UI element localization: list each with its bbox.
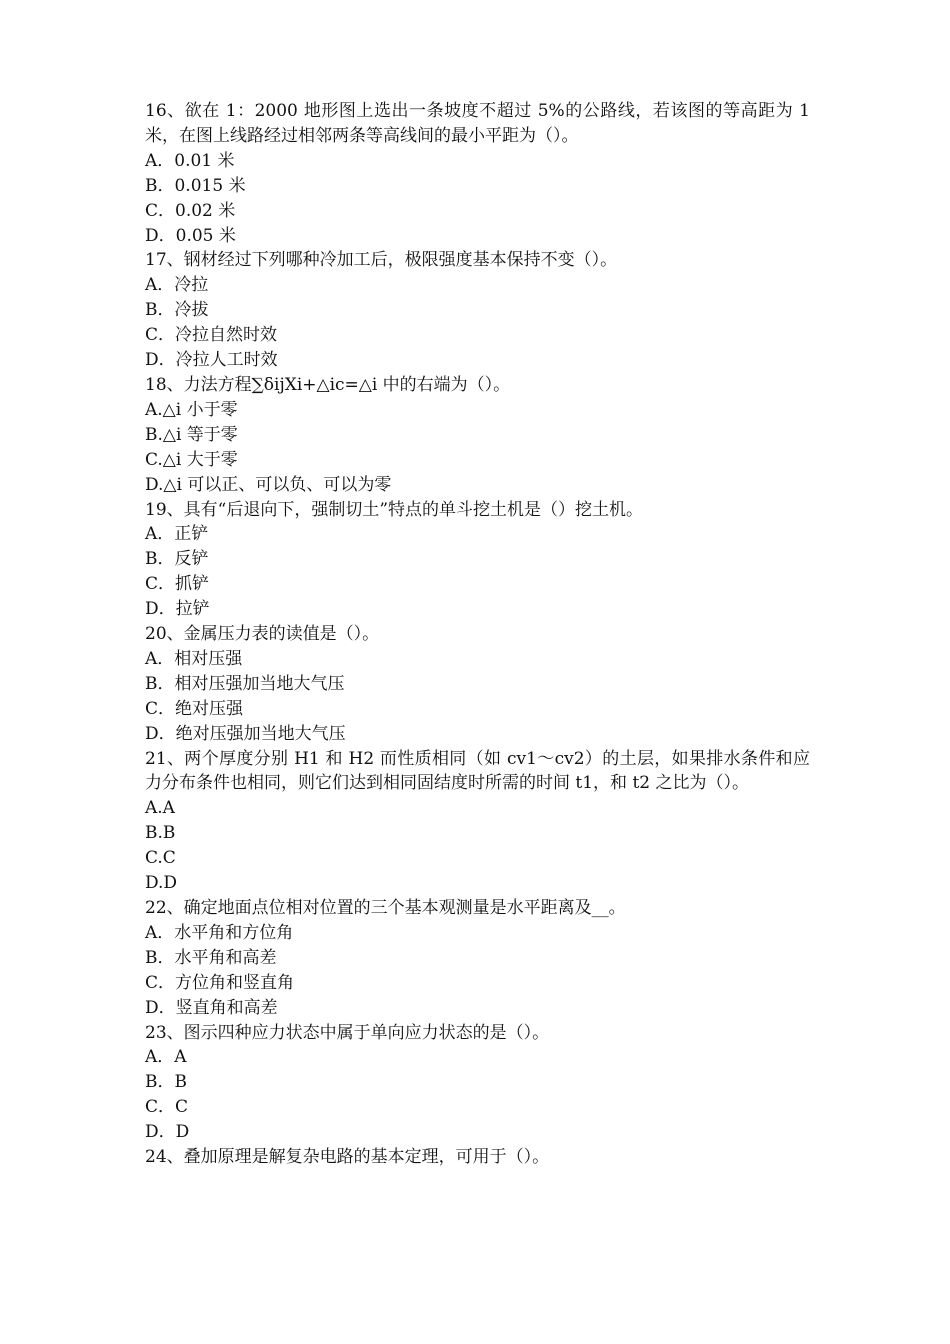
question-19 (145, 498, 810, 623)
option-a: A．相对压强 (145, 648, 243, 669)
option-a: A．水平角和方位角 (145, 922, 294, 943)
question-stem: 22、确定地面点位相对位置的三个基本观测量是水平距离及__。 (145, 898, 626, 918)
question-stem: 24、叠加原理是解复杂电路的基本定理，可用于（）。 (145, 1147, 550, 1168)
option-c: C．抓铲 (145, 574, 210, 595)
option-a: A．A (145, 1047, 187, 1068)
option-b: B．0.015 米 (145, 175, 246, 196)
question-22 (145, 896, 810, 1021)
option-b: B．水平角和高差 (145, 947, 277, 968)
option-c: C．C (145, 1097, 189, 1118)
question-18 (145, 373, 810, 498)
question-stem: 20、金属压力表的读值是（）。 (145, 624, 380, 645)
option-b: B．B (145, 1072, 187, 1093)
question-stem: 18、力法方程∑δijXi+△ic=△i 中的右端为（）。 (145, 374, 511, 395)
option-a: A．冷拉 (145, 275, 209, 296)
question-20 (145, 622, 810, 747)
option-d: D．拉铲 (145, 599, 210, 620)
option-d: D．冷拉人工时效 (145, 350, 278, 371)
option-b: B．反铲 (145, 549, 209, 570)
option-a: A．0.01 米 (145, 150, 235, 171)
question-17 (145, 248, 810, 373)
option-d: D．D (145, 1122, 190, 1143)
option-c: C.△i 大于零 (145, 449, 238, 470)
option-d: D.D (145, 873, 178, 894)
option-c: C．方位角和竖直角 (145, 972, 295, 993)
option-c: C．0.02 米 (145, 200, 236, 221)
option-b: B．相对压强加当地大气压 (145, 673, 345, 694)
option-d: D．竖直角和高差 (145, 997, 278, 1018)
question-21 (145, 747, 810, 896)
option-d: D．绝对压强加当地大气压 (145, 723, 346, 744)
option-c: C．绝对压强 (145, 698, 244, 719)
question-16 (145, 99, 810, 248)
option-b: B．冷拔 (145, 300, 209, 321)
option-c: C.C (145, 848, 176, 869)
question-stem: 17、钢材经过下列哪种冷加工后，极限强度基本保持不变（）。 (145, 250, 618, 271)
option-d: D.△i 可以正、可以负、可以为零 (145, 474, 392, 495)
option-a: A．正铲 (145, 524, 209, 545)
option-d: D．0.05 米 (145, 225, 236, 246)
question-23 (145, 1021, 810, 1146)
question-list (145, 99, 810, 1170)
question-stem: 16、欲在 1：2000 地形图上选出一条坡度不超过 5%的公路线，若该图的等高距为 1 米，在图上线路经过相邻两条等高线间的最小平距为（）。 (145, 101, 810, 146)
option-a: A.△i 小于零 (145, 399, 238, 420)
question-stem: 21、两个厚度分别 H1 和 H2 而性质相同（如 cv1～cv2）的土层，如果排水条件和应力分布条件也相同，则它们达到相同固结度时所需的时间 t1，和 t2 之比为（）。 (145, 748, 810, 794)
question-stem: 23、图示四种应力状态中属于单向应力状态的是（）。 (145, 1022, 550, 1043)
option-c: C．冷拉自然时效 (145, 325, 278, 346)
option-b: B.B (145, 823, 176, 844)
question-24 (145, 1145, 810, 1170)
option-b: B.△i 等于零 (145, 424, 238, 445)
option-a: A.A (145, 798, 175, 819)
question-stem: 19、具有“后退向下，强制切土”特点的单斗挖土机是（）挖土机。 (145, 499, 644, 520)
